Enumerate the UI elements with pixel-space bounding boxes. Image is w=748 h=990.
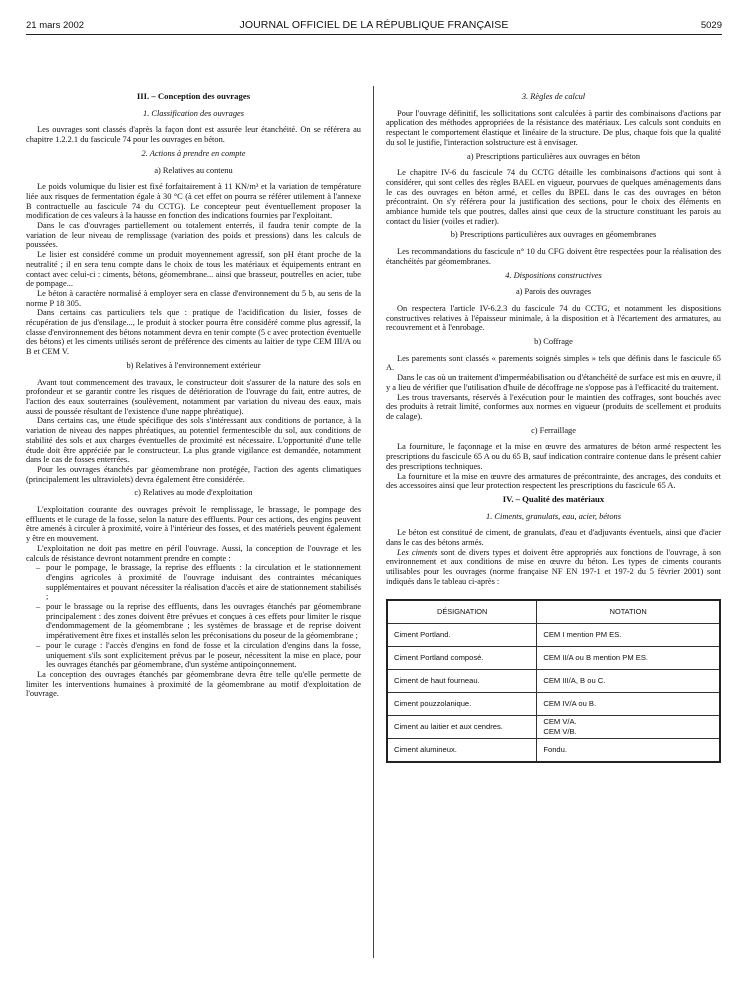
section-title: IV. – Qualité des matériaux: [502, 493, 605, 504]
notation-cell: CEM IV/A ou B.: [537, 692, 720, 715]
header-date: 21 mars 2002: [26, 20, 85, 31]
designation-cell: Ciment Portland.: [387, 623, 537, 646]
table-row: [387, 692, 720, 715]
paragraph: Dans le cas où un traitement d'imperméabilisation ou d'étanchéité de surface est mis en œuvre, il y a lieu de vérifier que l'utilisation d'huile de décoffrage ne s'oppose pas à l'efficacité du traitement.: [386, 373, 721, 392]
sub-heading: a) Relatives au contenu: [154, 165, 233, 175]
paragraph: Dans le cas d'ouvrages partiellement ou totalement enterrés, il faudra tenir compte de la variation de leur niveau de remplissage (variation des poids et pressions) dans les calculs de poussées.: [26, 221, 361, 250]
paragraph: Le chapitre IV-6 du fascicule 74 du CCTG détaille les combinaisons d'actions qui sont à considérer, qui sont celles des règles BAEL en vigueur, pourvues de quelques aménagements dans le cas des ouvrages en béton armé, et celles du BPEL dans le cas des ouvrages en béton précontraint. On s'y référera pour la justification des sections, pour le choix des éléments en ambiance humide tels que poutres, dalles ainsi que ceux de la structure constituant les parois au contact du lisier (voiles et radier).: [386, 168, 721, 226]
subsection-title: 1. Classification des ouvrages: [143, 108, 244, 118]
sub-heading: a) Prescriptions particulières aux ouvrages en béton: [466, 151, 641, 161]
paragraph: Les parements sont classés « parements soignés simples » tels que définis dans le fascicule 65 A.: [386, 353, 721, 373]
notation-cell: [537, 715, 720, 738]
table-row: [387, 646, 720, 669]
paragraph: La conception des ouvrages étanchés par géomembrane devra être telle qu'elle permette de limiter les interventions humaines à proximité de la géomembrane au motif d'exploitation de l'ouvrage.: [26, 669, 361, 699]
designation-cell: Ciment alumineux.: [387, 738, 537, 762]
paragraph: Le lisier est considéré comme un produit moyennement agressif, son pH étant proche de la neutralité ; il en sera tenu compte dans le choix de tous les matériaux et équipements entrant en contact avec celui-ci : ciments, bétons, géomembrane... ainsi que brasseur, poutrelles en acier, tube de pompage...: [26, 250, 361, 289]
table-row: [387, 623, 720, 646]
sub-heading: a) Parois des ouvrages: [515, 287, 592, 297]
paragraph-text: sont de divers types et doivent être appropriés aux fonctions de l'ouvrage, à son environnement et aux conditions de mise en œuvre du béton. Les types de ciments courants utilisables pour les ouvrages (norme française NF EN 197-1 et 197-2 du 5 février 2001) sont indiqués dans le tableau ci-après :: [386, 547, 721, 586]
designation-cell: Ciment Portland composé.: [387, 646, 537, 669]
paragraph: Le béton à caractère normalisé à employer sera en classe d'environnement du 5 b, au sens de la norme P 18 305.: [26, 288, 361, 308]
notation-cell: CEM I mention PM ES.: [537, 623, 720, 646]
bullet-list: [26, 563, 361, 670]
paragraph: Dans certains cas, une étude spécifique des sols s'intéressant aux conditions de portance, à la variation de niveau des nappes phréatiques, au potentiel fermentescible du sol, aux conditions de stabilité des sols et aux charges éventuelles de proximité est nécessaire. L'opportunité d'une telle étude doit être appréciée par le constructeur. La plus grande vigilance est demandée, notamment dans le cas de fosses enterrées.: [26, 416, 361, 465]
column-separator: [373, 86, 374, 958]
left-column: [26, 88, 361, 699]
notation-cell: CEM III/A, B ou C.: [537, 669, 720, 692]
paragraph: Pour l'ouvrage définitif, les sollicitations sont calculées à partir des combinaisons d'actions par application des méthodes appropriées de la résistance des matériaux. Les calculs sont conduits en respectant le comportement élastique et linéaire de la structure. De plus, chaque fois que la qualité du sol le justifie, l'interaction solstructure est à envisager.: [386, 108, 721, 147]
column-header: NOTATION: [537, 600, 720, 624]
subsection-title: 2. Actions à prendre en compte: [141, 148, 246, 158]
paragraph: Les ouvrages sont classés d'après la façon dont est assurée leur étanchéité. On se référera au chapitre 1.2.2.1 du fascicule 74 pour les ouvrages en béton.: [26, 125, 361, 145]
notation-cell: CEM II/A ou B mention PM ES.: [537, 646, 720, 669]
subsection-title: 1. Ciments, granulats, eau, acier, bétons: [486, 511, 621, 521]
subsection-title: 4. Dispositions constructives: [505, 270, 602, 280]
notation-line: CEM V/A.: [543, 716, 577, 726]
paragraph: Les recommandations du fascicule n° 10 du CFG doivent être respectées pour la réalisation des étanchéités par géomembranes.: [386, 247, 721, 266]
sub-heading: c) Relatives au mode d'exploitation: [134, 488, 253, 498]
designation-cell: Ciment pouzzolanique.: [387, 692, 537, 715]
paragraph: Dans certains cas particuliers tels que : pratique de l'acidification du lisier, fosses de récupération de jus d'ensilage..., le produit à stocker pourra être considéré comme plus agressif, la classe d'environnement des bétons notamment devra en tenir compte (5 c avec protection éventuelle des bétons) et les ciments utilisés seront de préférence des ciments au laitier de type CEM III/A ou B et CEM V.: [26, 308, 361, 357]
sub-heading: b) Relatives à l'environnement extérieur: [126, 360, 261, 370]
right-column: [386, 88, 721, 763]
list-item: – pour le curage : l'accès d'engins en fond de fosse et la circulation d'engins dans la fosse, uniquement s'ils sont explicitement prévus par le poseur, nécessitent la mise en place, pour les ouvrages étanchés par géomembrane, d'un système antipoinçonnement.: [46, 641, 361, 670]
paragraph: Le béton est constitué de ciment, de granulats, d'eau et d'adjuvants éventuels, ainsi que d'acier dans le cas des bétons armés.: [386, 528, 721, 548]
list-item: – pour le pompage, le brassage, la reprise des effluents : la circulation et le stationnement d'engins agricoles à proximité de l'ouvrage induisant des contraintes mécaniques supplémentaires et pouvant nécessiter la réalisation d'accès et aire de stationnement stabilisés ;: [46, 563, 361, 602]
designation-cell: Ciment de haut fourneau.: [387, 669, 537, 692]
paragraph: Pour les ouvrages étanchés par géomembrane non protégée, l'action des agents climatiques (principalement les ultraviolets) devra également être considérée.: [26, 464, 361, 484]
subsection-title: 3. Règles de calcul: [521, 92, 586, 101]
paragraph: La fourniture et la mise en œuvre des armatures de précontrainte, des ancrages, des conduits et des accessoires ainsi que leur protection respectent les prescriptions du fascicule 65 A.: [386, 471, 721, 491]
paragraph: Les trous traversants, réservés à l'exécution pour le maintien des coffrages, sont bouchés avec des produits à retrait limité, conformes aux normes en vigueur (produits de scellement et produits de calage).: [386, 392, 721, 421]
paragraph: Le poids volumique du lisier est fixé forfaitairement à 11 KN/m³ et la variation de température liée aux risques de fermentation égale à 30 °C (à cet effet on pourra se référer utilement à l'annexe B contractuelle au fascicule 74 du CCTG). Le concepteur peut éventuellement proposer la modification de ces valeurs à la hausse en fonction des indications fournies par l'exploitant.: [26, 182, 361, 221]
column-header: DÉSIGNATION: [387, 600, 537, 624]
table-row: [387, 738, 720, 762]
notation-cell: Fondu.: [537, 738, 720, 762]
page-header: [26, 18, 722, 34]
notation-line: CEM V/B.: [543, 726, 577, 736]
section-title: III. – Conception des ouvrages: [136, 91, 251, 101]
header-rule: [26, 34, 722, 35]
list-item: – pour le brassage ou la reprise des effluents, dans les ouvrages étanchés par géomembrane principalement : des zones doivent être prévues et conçues à ces effets pour limiter le risque d'endommagement de la géomembrane ; les systèmes de brassage et de reprise doivent impérativement être fixes et installés selon les préconisations du poseur de la géomembrane ;: [46, 602, 361, 641]
header-title: JOURNAL OFFICIEL DE LA RÉPUBLIQUE FRANÇAISE: [239, 19, 509, 31]
paragraph: L'exploitation ne doit pas mettre en péril l'ouvrage. Aussi, la conception de l'ouvrage et les calculs de résistance devront notamment prendre en compte :: [26, 543, 361, 563]
sub-heading: b) Prescriptions particulières aux ouvrages en géomembranes: [450, 230, 657, 240]
paragraph: On respectera l'article IV-6.2.3 du fascicule 74 du CCTG, et notamment les dispositions constructives relatives à l'épaisseur minimale, à la disposition et à l'écartement des armatures, au recouvrement et à l'enrobage.: [386, 303, 721, 333]
sub-heading: b) Coffrage: [534, 337, 573, 347]
table-row: [387, 715, 720, 738]
header-page-number: 5029: [700, 20, 722, 31]
paragraph: L'exploitation courante des ouvrages prévoit le remplissage, le brassage, le pompage des effluents et le curage de la fosse, selon la nature des effluents. Pour ces actions, des engins peuvent être amenés à circuler à proximité, voire à l'intérieur des fosses, et des matériels peuvent également y être en mouvement.: [26, 505, 361, 544]
paragraph: La fourniture, le façonnage et la mise en œuvre des armatures de béton armé respectent les prescriptions du fascicule 65 A ou du 65 B, sauf indication contraire contenue dans le présent cahier des prescriptions techniques.: [386, 442, 721, 471]
designation-cell: Ciment au laitier et aux cendres.: [387, 715, 537, 738]
table-row: [387, 669, 720, 692]
sub-heading: c) Ferraillage: [531, 425, 576, 435]
cement-table: [386, 599, 721, 763]
emphasis: Les ciments: [397, 547, 438, 557]
paragraph: Avant tout commencement des travaux, le constructeur doit s'assurer de la nature des sols en profondeur et se garantir contre les risques de détérioration de l'ouvrage du fait, entre autres, de l'action des eaux souterraines (soulèvement, notamment par variation du niveau des eaux, mais aussi de poussée résultant de l'existence d'une nappe phréatique).: [26, 377, 361, 416]
table-header-row: [387, 600, 720, 624]
paragraph: [386, 548, 721, 587]
